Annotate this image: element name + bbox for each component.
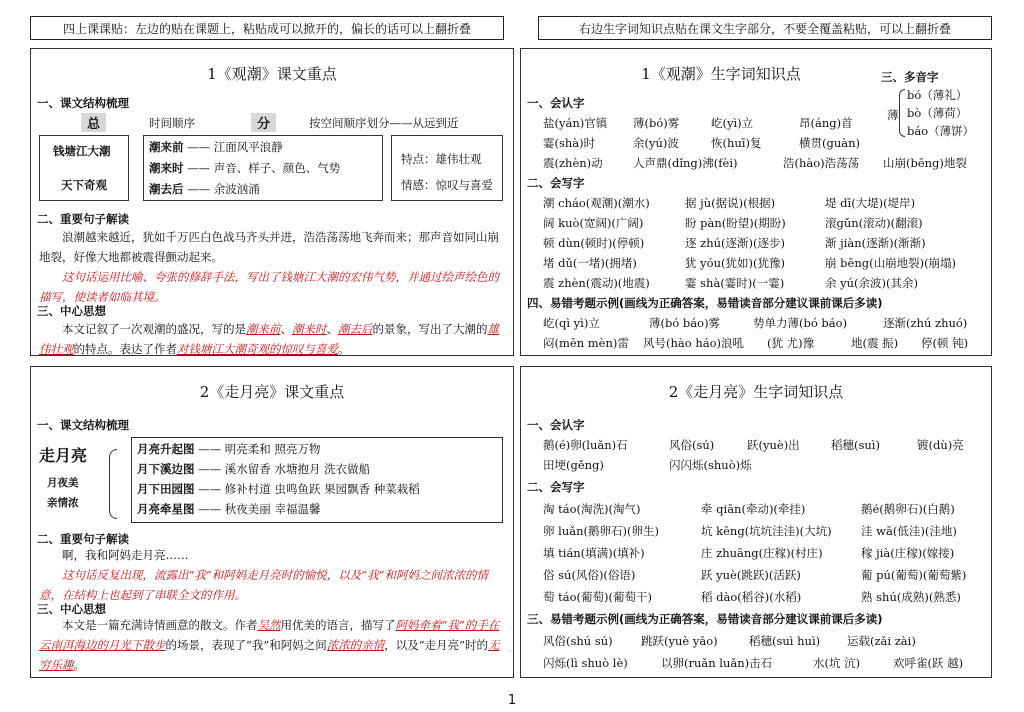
zong-label: 总	[81, 113, 106, 132]
quiz-item: 以卵(ruǎn luǎn)击石	[661, 656, 773, 670]
structure-sub: 月夜美	[47, 477, 79, 489]
idea-highlight: 雄伟壮观	[39, 322, 499, 356]
panel-zouyueliang-lesson	[30, 366, 514, 678]
write-word: 潮 cháo(观潮)(潮水)	[543, 196, 650, 210]
write-word: 霎 shà(霎时)(一霎)	[685, 276, 785, 290]
quiz-item: 风俗(shú sú)	[543, 634, 613, 648]
word: 跃(yuè)出	[747, 438, 800, 452]
idea-text: 的特点。表达了作者	[73, 342, 177, 356]
section-heading: 二、会写字	[527, 480, 585, 494]
quiz-item: 势单力薄(bó báo)	[753, 316, 848, 330]
idea-highlight: 对钱塘江大潮奇观的惊叹与喜爱	[177, 342, 338, 356]
structure-row	[137, 481, 420, 497]
quiz-item: 欢呼雀(跃 越)	[893, 656, 964, 670]
write-word: 据 jù(据说)(根据)	[685, 196, 776, 210]
idea-highlight: 潮去后	[338, 322, 373, 336]
row-key: 潮来前	[149, 140, 184, 154]
row-value: —— 溪水留香 水塘抱月 洗衣做船	[198, 462, 371, 476]
write-word: 卵 luǎn(鹅卵石)(卵生)	[543, 524, 659, 538]
structure-row	[149, 139, 283, 155]
write-word: 渐 jiàn(逐渐)(渐渐)	[825, 236, 926, 250]
write-word: 洼 wā(低洼)(洼地)	[861, 524, 957, 538]
row-key: 月亮升起图	[137, 442, 195, 456]
word: 风俗(sú)	[669, 438, 715, 452]
idea-text: 。	[338, 342, 350, 356]
quiz-item: 跳跃(yuè yāo)	[641, 634, 718, 648]
word: 稻穗(suì)	[831, 438, 880, 452]
row-value: —— 明亮柔和 照亮万物	[198, 442, 321, 456]
section-heading: 二、重要句子解读	[37, 212, 129, 226]
note-left: 四上课课贴：左边的贴在课题上，粘贴成可以掀开的，偏长的话可以上翻折叠	[30, 16, 504, 40]
quiz-item: 地(震 振)	[851, 336, 899, 350]
section-heading: 二、会写字	[527, 176, 585, 190]
fen-label: 分	[251, 113, 276, 132]
word: 震(zhèn)动	[543, 156, 603, 170]
panel-guanchao-words	[520, 48, 992, 356]
write-word: 顿 dùn(顿时)(停顿)	[543, 236, 645, 250]
idea-highlight: 阿妈牵着“我”的手在云南洱海边的月光下散步	[39, 618, 500, 652]
write-word: 葡 pú(葡萄)(葡萄紫)	[861, 568, 967, 582]
structure-row	[137, 441, 320, 457]
write-word: 震 zhèn(震动)(地震)	[543, 276, 650, 290]
row-value: —— 秋夜美丽 幸福温馨	[198, 502, 321, 516]
section-heading: 三、中心思想	[37, 304, 106, 318]
polyphone-item: báo（薄饼）	[907, 124, 975, 138]
write-word: 堤 dī(大堤)(堤岸)	[825, 196, 916, 210]
panel-title: 1《观潮》课文重点	[207, 65, 337, 83]
structure-brace	[109, 449, 117, 519]
polyphone-item: bó（薄礼）	[907, 88, 968, 102]
write-word: 盼 pàn(盼望)(期盼)	[685, 216, 786, 230]
quiz-item: 运载(zǎi zài)	[847, 634, 916, 648]
row-key: 潮来时	[149, 161, 184, 175]
structure-row	[149, 181, 260, 197]
panel-title: 2《走月亮》课文重点	[199, 383, 345, 401]
idea-text: 本文是一篇充满诗情画意的散文。作者	[62, 618, 258, 632]
key-sentence: 啊，我和阿妈走月亮……	[62, 548, 189, 562]
structure-row	[149, 160, 340, 176]
write-word: 跃 yuè(跳跃)(活跃)	[701, 568, 801, 582]
word: 薄(bó)雾	[633, 116, 680, 130]
write-word: 填 tián(填满)(填补)	[543, 546, 645, 560]
word: 浩(hào)浩荡荡	[783, 156, 860, 170]
word: 昂(áng)首	[799, 116, 853, 130]
row-value: —— 修补村道 虫鸣鱼跃 果园飘香 种菜栽稻	[198, 482, 420, 496]
summary-subtitle: 天下奇观	[61, 178, 107, 192]
quiz-item: 稻穗(suì huì)	[749, 634, 821, 648]
emotion-text: 情感：惊叹与喜爱	[401, 178, 493, 192]
polyphone-char: 薄	[887, 108, 899, 122]
section-heading: 三、多音字	[881, 70, 939, 84]
row-key: 月下溪边图	[137, 462, 195, 476]
word: 屹(yì)立	[711, 116, 754, 130]
idea-text: ，以及“走月亮”时的	[384, 638, 489, 652]
row-key: 月亮牵星图	[137, 502, 195, 516]
word: 镀(dù)亮	[917, 438, 964, 452]
structure-title: 走月亮	[39, 446, 88, 465]
write-word: 俗 sú(风俗)(俗语)	[543, 568, 636, 582]
structure-row	[137, 461, 370, 477]
quiz-item: 薄(bó báo)雾	[649, 316, 721, 330]
write-word: 庄 zhuāng(庄稼)(村庄)	[701, 546, 823, 560]
word: 恢(huī)复	[711, 136, 762, 150]
polyphone-item: bò（薄荷）	[907, 106, 968, 120]
write-word: 萄 táo(葡萄)(葡萄干)	[543, 590, 653, 604]
quiz-item: 停(顿 钝)	[921, 336, 969, 350]
idea-text: 的景象，写出了大潮的	[372, 322, 488, 336]
quiz-item: 屹(qì yì)立	[543, 316, 600, 330]
idea-text: 的场景，表现了“我”和阿妈之间	[165, 638, 327, 652]
section-heading: 三、中心思想	[37, 602, 106, 616]
write-word: 坑 kēng(坑坑洼洼)(大坑)	[701, 524, 832, 538]
write-word: 犹 yóu(犹如)(犹豫)	[685, 256, 785, 270]
write-word: 滚gǔn(滚动)(翻滚)	[825, 216, 923, 230]
section-heading: 一、课文结构梳理	[37, 418, 129, 432]
idea-highlight: 潮来时	[292, 322, 327, 336]
idea-highlight: 潮来前	[246, 322, 281, 336]
feature-text: 特点：雄伟壮观	[401, 152, 482, 166]
section-heading: 一、会认字	[527, 418, 585, 432]
summary-title: 钱塘江大潮	[53, 144, 111, 158]
write-word: 余 yú(余波)(其余)	[825, 276, 919, 290]
note-right: 右边生字词知识点贴在课文生字部分，不要全覆盖粘贴，可以上翻折叠	[538, 16, 992, 40]
idea-highlight: 吴然	[257, 618, 281, 632]
sentence-analysis: 这句话运用比喻、夸张的修辞手法，写出了钱塘江大潮的宏伟气势，并通过绘声绘色的描写，使读者如临其境。	[39, 270, 499, 304]
word: 鹅(é)卵(luǎn)石	[543, 438, 628, 452]
write-word: 熟 shú(成熟)(熟悉)	[861, 590, 961, 604]
write-word: 堵 dǔ(一堵)(拥堵)	[543, 256, 637, 270]
word: 霎(shà)时	[543, 136, 596, 150]
idea-text: 本文记叙了一次观潮的盛况，写的是	[62, 322, 246, 336]
write-word: 淘 táo(淘洗)(淘气)	[543, 502, 641, 516]
word: 闪闪烁(shuò)烁	[669, 458, 752, 472]
word: 盐(yán)官镇	[543, 116, 608, 130]
row-key: 潮去后	[149, 182, 184, 196]
panel-zouyueliang-words	[520, 366, 992, 678]
idea-text: 用优美的语言，描写了	[280, 618, 396, 632]
quiz-item: 风号(hào háo)浪吼	[643, 336, 745, 350]
polyphone-brace	[899, 89, 905, 137]
quiz-item: 水(坑 沆)	[813, 656, 861, 670]
sentence-analysis: 这句话反复出现，流露出“我”和阿妈走月亮时的愉悦，以及“我”和阿妈之间浓浓的情意，在结构上也起到了串联全文的作用。	[39, 568, 489, 602]
word: 山崩(bēng)地裂	[883, 156, 967, 170]
write-word: 牵 qiān(牵动)(牵挂)	[701, 502, 806, 516]
write-word: 阔 kuò(宽阔)(广阔)	[543, 216, 644, 230]
write-word: 稻 dào(稻谷)(水稻)	[701, 590, 802, 604]
quiz-item: 闷(mēn mèn)雷	[543, 336, 629, 350]
write-word: 逐 zhú(逐渐)(逐步)	[685, 236, 785, 250]
idea-text: 。	[73, 658, 85, 672]
quiz-item: (犹 尤)豫	[767, 336, 815, 350]
section-heading: 三、易错考题示例(画线为正确答案，易错读音部分建议课前课后多读)	[527, 612, 883, 626]
quiz-item: 逐渐(zhú zhuó)	[883, 316, 968, 330]
write-word: 崩 bēng(山崩地裂)(崩塌)	[825, 256, 957, 270]
panel-title: 1《观潮》生字词知识点	[641, 65, 801, 83]
idea-highlight: 无穷乐趣	[39, 638, 500, 672]
row-value: —— 声音、样子、颜色、气势	[187, 161, 341, 175]
panel-title: 2《走月亮》生字词知识点	[668, 383, 844, 401]
word: 人声鼎(dǐng)沸(fèi)	[633, 156, 738, 170]
structure-sub: 亲情浓	[47, 497, 79, 509]
word: 横贯(guàn)	[799, 136, 861, 150]
write-word: 稼 jià(庄稼)(嫁接)	[861, 546, 955, 560]
structure-row	[137, 501, 320, 517]
write-word: 鹅é(鹅卵石)(白鹅)	[861, 502, 955, 516]
row-value: —— 余波汹涌	[187, 182, 260, 196]
quiz-item: 闪烁(lì shuò lè)	[543, 656, 628, 670]
space-label: 按空间顺序划分——从远到近	[309, 116, 459, 130]
word: 田埂(gěng)	[543, 458, 604, 472]
key-sentence: 浪潮越来越近，犹如千万匹白色战马齐头并进，浩浩荡荡地飞奔而来；那声音如同山崩地裂，好像大地都被震得颤动起来。	[39, 230, 499, 264]
section-heading: 一、会认字	[527, 96, 585, 110]
row-value: —— 江面风平浪静	[187, 140, 283, 154]
section-heading: 一、课文结构梳理	[37, 96, 129, 110]
central-idea: 本文记叙了一次观潮的盛况，写的是潮来前、潮来时、潮去后的景象，写出了大潮的雄伟壮观的特点。表达了作者对钱塘江大潮奇观的惊叹与喜爱。	[39, 322, 499, 356]
central-idea	[31, 615, 514, 675]
panel-guanchao-lesson	[30, 48, 514, 356]
section-heading: 四、易错考题示例(画线为正确答案，易错读音部分建议课前课后多读)	[527, 296, 883, 310]
word: 余(yú)波	[633, 136, 679, 150]
page-number: 1	[507, 693, 517, 708]
order-label: 时间顺序	[149, 116, 195, 130]
idea-highlight: 浓浓的亲情	[326, 638, 385, 652]
section-heading: 二、重要句子解读	[37, 532, 129, 546]
row-key: 月下田园图	[137, 482, 195, 496]
